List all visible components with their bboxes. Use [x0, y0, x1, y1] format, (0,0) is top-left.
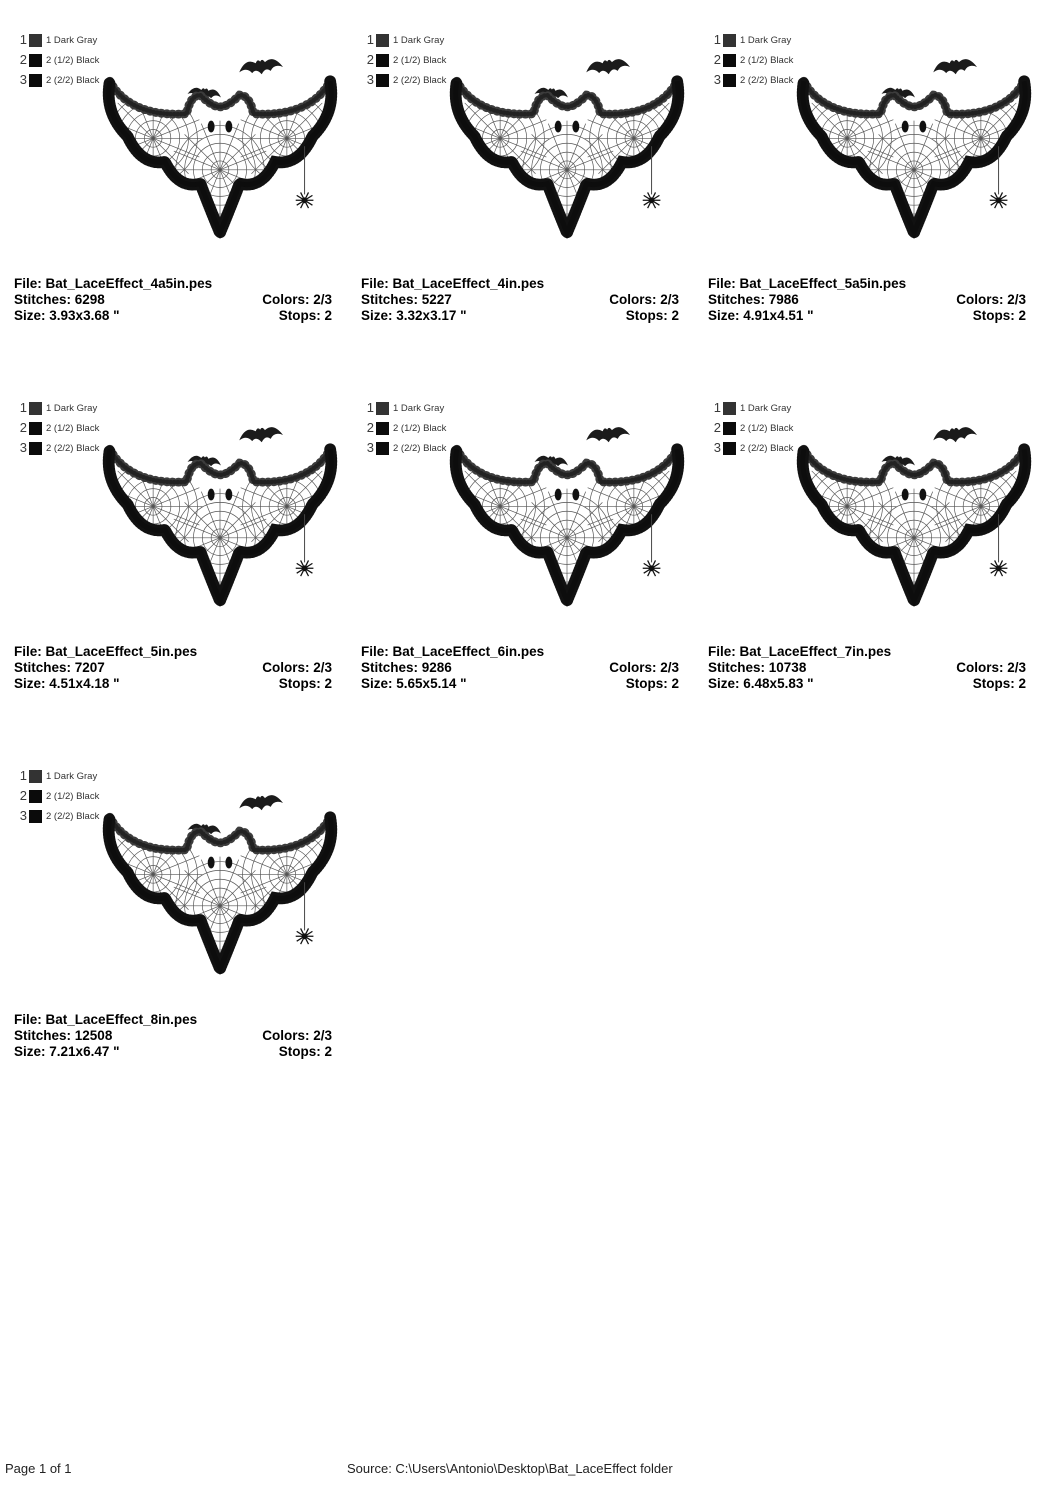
stops-value: 2	[1018, 676, 1026, 691]
file-line	[14, 644, 332, 660]
legend-color-swatch	[723, 442, 736, 455]
legend-number: 2	[713, 52, 721, 67]
bat-lace-graphic	[796, 418, 1032, 634]
legend-number: 1	[366, 400, 374, 415]
legend-number: 2	[713, 420, 721, 435]
size-pair	[14, 676, 120, 692]
legend-color-swatch	[376, 442, 389, 455]
stops-value: 2	[324, 676, 332, 691]
stops-pair	[279, 1044, 332, 1060]
design-grid	[4, 24, 1045, 1128]
file-line	[361, 276, 679, 292]
stops-label: Stops:	[278, 1044, 321, 1059]
legend-row	[708, 438, 793, 458]
colors-label: Colors:	[956, 660, 1004, 675]
legend-label: 1 Dark Gray	[393, 34, 445, 46]
bat-design-image	[102, 786, 338, 1002]
legend-row	[708, 398, 793, 418]
design-card	[698, 392, 1045, 760]
thread-color-legend	[14, 398, 99, 458]
legend-color-swatch	[723, 34, 736, 47]
stops-pair	[626, 676, 679, 692]
legend-label: 2 (2/2) Black	[46, 74, 100, 86]
legend-row	[361, 438, 446, 458]
bat-design-image	[102, 418, 338, 634]
stitches-label: Stitches:	[361, 660, 419, 675]
file-name: Bat_LaceEffect_4in.pes	[392, 276, 545, 291]
stops-label: Stops:	[972, 308, 1015, 323]
thread-color-legend	[361, 30, 446, 90]
legend-label: 2 (1/2) Black	[393, 422, 447, 434]
stops-value: 2	[1018, 308, 1026, 323]
colors-pair	[609, 660, 679, 676]
legend-number: 1	[19, 400, 27, 415]
legend-row	[361, 398, 446, 418]
legend-color-swatch	[29, 422, 42, 435]
legend-color-swatch	[29, 54, 42, 67]
file-line	[14, 1012, 332, 1028]
legend-number: 2	[19, 52, 27, 67]
stitches-pair	[708, 660, 806, 676]
legend-label: 2 (2/2) Black	[740, 74, 794, 86]
legend-number: 3	[19, 440, 27, 455]
stitches-colors-line	[361, 660, 679, 676]
design-info	[361, 644, 679, 692]
file-name: Bat_LaceEffect_5in.pes	[45, 644, 198, 659]
stitches-colors-line	[14, 292, 332, 308]
stitches-value: 10738	[768, 660, 807, 675]
legend-color-swatch	[29, 770, 42, 783]
legend-row	[708, 30, 793, 50]
legend-number: 1	[19, 32, 27, 47]
page-number: Page 1 of 1	[5, 1461, 72, 1476]
size-label: Size:	[14, 676, 46, 691]
colors-pair	[956, 292, 1026, 308]
stitches-pair	[14, 1028, 112, 1044]
legend-color-swatch	[29, 34, 42, 47]
stops-label: Stops:	[972, 676, 1015, 691]
stops-pair	[973, 676, 1026, 692]
legend-row	[361, 50, 446, 70]
legend-label: 2 (1/2) Black	[393, 54, 447, 66]
legend-label: 1 Dark Gray	[46, 770, 98, 782]
size-stops-line	[361, 676, 679, 692]
design-info	[361, 276, 679, 324]
legend-row	[14, 30, 99, 50]
legend-row	[361, 70, 446, 90]
file-name: Bat_LaceEffect_6in.pes	[392, 644, 545, 659]
size-pair	[14, 1044, 120, 1060]
legend-label: 2 (2/2) Black	[46, 810, 100, 822]
legend-row	[14, 398, 99, 418]
size-stops-line	[14, 1044, 332, 1060]
stops-label: Stops:	[278, 676, 321, 691]
thread-color-legend	[361, 398, 446, 458]
stitches-value: 7986	[768, 292, 799, 307]
stitches-pair	[708, 292, 799, 308]
legend-number: 1	[713, 400, 721, 415]
colors-label: Colors:	[956, 292, 1004, 307]
stitches-colors-line	[708, 292, 1026, 308]
stitches-colors-line	[14, 1028, 332, 1044]
bat-design-image	[449, 50, 685, 266]
stops-value: 2	[671, 676, 679, 691]
colors-pair	[609, 292, 679, 308]
size-pair	[708, 308, 814, 324]
colors-label: Colors:	[262, 292, 310, 307]
legend-number: 3	[19, 808, 27, 823]
legend-row	[14, 806, 99, 826]
colors-pair	[262, 292, 332, 308]
stops-pair	[626, 308, 679, 324]
size-label: Size:	[14, 1044, 46, 1059]
stitches-value: 12508	[74, 1028, 113, 1043]
stitches-label: Stitches:	[14, 660, 72, 675]
design-info	[14, 276, 332, 324]
legend-row	[14, 766, 99, 786]
file-line	[361, 644, 679, 660]
design-card	[698, 24, 1045, 392]
legend-color-swatch	[723, 422, 736, 435]
size-value: 5.65x5.14 "	[396, 676, 467, 691]
stops-value: 2	[671, 308, 679, 323]
size-stops-line	[14, 676, 332, 692]
size-value: 3.93x3.68 "	[49, 308, 120, 323]
legend-label: 1 Dark Gray	[740, 402, 792, 414]
colors-pair	[262, 1028, 332, 1044]
legend-label: 1 Dark Gray	[393, 402, 445, 414]
colors-pair	[262, 660, 332, 676]
size-pair	[361, 308, 467, 324]
colors-label: Colors:	[609, 660, 657, 675]
size-value: 4.91x4.51 "	[743, 308, 814, 323]
stops-label: Stops:	[625, 676, 668, 691]
size-label: Size:	[361, 676, 393, 691]
legend-color-swatch	[29, 810, 42, 823]
colors-label: Colors:	[262, 1028, 310, 1043]
legend-label: 1 Dark Gray	[46, 402, 98, 414]
legend-color-swatch	[376, 74, 389, 87]
bat-design-image	[449, 418, 685, 634]
colors-value: 2/3	[1007, 660, 1026, 675]
legend-label: 1 Dark Gray	[46, 34, 98, 46]
legend-row	[708, 70, 793, 90]
size-stops-line	[14, 308, 332, 324]
design-info	[708, 644, 1026, 692]
colors-value: 2/3	[313, 292, 332, 307]
legend-number: 2	[19, 788, 27, 803]
stitches-colors-line	[14, 660, 332, 676]
design-card	[351, 24, 698, 392]
bat-lace-graphic	[796, 50, 1032, 266]
legend-number: 3	[713, 72, 721, 87]
legend-label: 2 (1/2) Black	[740, 54, 794, 66]
legend-label: 2 (2/2) Black	[740, 442, 794, 454]
thread-color-legend	[14, 766, 99, 826]
size-label: Size:	[708, 676, 740, 691]
bat-lace-graphic	[102, 786, 338, 1002]
design-info	[14, 644, 332, 692]
colors-value: 2/3	[660, 660, 679, 675]
legend-label: 2 (1/2) Black	[46, 422, 100, 434]
stops-pair	[279, 676, 332, 692]
legend-number: 1	[19, 768, 27, 783]
legend-row	[14, 786, 99, 806]
legend-row	[14, 438, 99, 458]
file-name: Bat_LaceEffect_5a5in.pes	[739, 276, 907, 291]
size-stops-line	[361, 308, 679, 324]
legend-label: 2 (1/2) Black	[46, 54, 100, 66]
size-value: 3.32x3.17 "	[396, 308, 467, 323]
design-info	[14, 1012, 332, 1060]
colors-value: 2/3	[313, 660, 332, 675]
colors-pair	[956, 660, 1026, 676]
colors-label: Colors:	[609, 292, 657, 307]
legend-number: 2	[366, 420, 374, 435]
bat-lace-graphic	[449, 418, 685, 634]
thread-color-legend	[708, 30, 793, 90]
file-label: File:	[708, 276, 736, 291]
legend-row	[361, 30, 446, 50]
file-name: Bat_LaceEffect_7in.pes	[739, 644, 892, 659]
stitches-colors-line	[361, 292, 679, 308]
legend-label: 1 Dark Gray	[740, 34, 792, 46]
legend-color-swatch	[723, 74, 736, 87]
legend-row	[14, 70, 99, 90]
size-stops-line	[708, 676, 1026, 692]
design-card	[4, 760, 351, 1128]
colors-value: 2/3	[1007, 292, 1026, 307]
stitches-value: 5227	[421, 292, 452, 307]
size-value: 7.21x6.47 "	[49, 1044, 120, 1059]
stitches-label: Stitches:	[708, 292, 766, 307]
legend-row	[14, 50, 99, 70]
file-label: File:	[361, 644, 389, 659]
file-label: File:	[708, 644, 736, 659]
legend-number: 2	[366, 52, 374, 67]
legend-number: 1	[366, 32, 374, 47]
legend-row	[14, 418, 99, 438]
stitches-label: Stitches:	[361, 292, 419, 307]
source-path: Source: C:\Users\Antonio\Desktop\Bat_LaceEffect folder	[347, 1461, 673, 1476]
file-label: File:	[361, 276, 389, 291]
design-info	[708, 276, 1026, 324]
legend-number: 3	[713, 440, 721, 455]
legend-color-swatch	[723, 402, 736, 415]
colors-value: 2/3	[313, 1028, 332, 1043]
legend-number: 3	[366, 72, 374, 87]
size-label: Size:	[708, 308, 740, 323]
stitches-label: Stitches:	[14, 292, 72, 307]
legend-color-swatch	[376, 34, 389, 47]
stitches-colors-line	[708, 660, 1026, 676]
stitches-pair	[361, 660, 452, 676]
legend-row	[361, 418, 446, 438]
stitches-value: 6298	[74, 292, 105, 307]
legend-number: 3	[19, 72, 27, 87]
legend-color-swatch	[376, 402, 389, 415]
file-line	[708, 644, 1026, 660]
stitches-label: Stitches:	[14, 1028, 72, 1043]
legend-color-swatch	[29, 402, 42, 415]
stitches-label: Stitches:	[708, 660, 766, 675]
stops-pair	[279, 308, 332, 324]
bat-design-image	[796, 418, 1032, 634]
bat-lace-graphic	[449, 50, 685, 266]
thread-color-legend	[708, 398, 793, 458]
size-pair	[708, 676, 814, 692]
stitches-value: 7207	[74, 660, 105, 675]
bat-design-image	[102, 50, 338, 266]
design-card	[4, 392, 351, 760]
legend-label: 2 (2/2) Black	[46, 442, 100, 454]
size-pair	[361, 676, 467, 692]
file-line	[708, 276, 1026, 292]
legend-color-swatch	[723, 54, 736, 67]
size-label: Size:	[361, 308, 393, 323]
bat-lace-graphic	[102, 418, 338, 634]
legend-color-swatch	[29, 74, 42, 87]
legend-number: 3	[366, 440, 374, 455]
size-pair	[14, 308, 120, 324]
colors-label: Colors:	[262, 660, 310, 675]
file-name: Bat_LaceEffect_8in.pes	[45, 1012, 198, 1027]
stitches-pair	[14, 292, 105, 308]
legend-row	[708, 418, 793, 438]
size-value: 4.51x4.18 "	[49, 676, 120, 691]
size-stops-line	[708, 308, 1026, 324]
file-label: File:	[14, 276, 42, 291]
colors-value: 2/3	[660, 292, 679, 307]
stitches-pair	[14, 660, 105, 676]
bat-lace-graphic	[102, 50, 338, 266]
file-label: File:	[14, 644, 42, 659]
legend-number: 1	[713, 32, 721, 47]
size-label: Size:	[14, 308, 46, 323]
design-card	[4, 24, 351, 392]
file-line	[14, 276, 332, 292]
stops-pair	[973, 308, 1026, 324]
thread-color-legend	[14, 30, 99, 90]
size-value: 6.48x5.83 "	[743, 676, 814, 691]
file-name: Bat_LaceEffect_4a5in.pes	[45, 276, 213, 291]
legend-row	[708, 50, 793, 70]
bat-design-image	[796, 50, 1032, 266]
stops-label: Stops:	[625, 308, 668, 323]
stops-label: Stops:	[278, 308, 321, 323]
legend-label: 2 (2/2) Black	[393, 74, 447, 86]
file-label: File:	[14, 1012, 42, 1027]
legend-color-swatch	[29, 790, 42, 803]
legend-label: 2 (1/2) Black	[740, 422, 794, 434]
legend-color-swatch	[29, 442, 42, 455]
legend-number: 2	[19, 420, 27, 435]
legend-label: 2 (1/2) Black	[46, 790, 100, 802]
legend-label: 2 (2/2) Black	[393, 442, 447, 454]
stops-value: 2	[324, 308, 332, 323]
stops-value: 2	[324, 1044, 332, 1059]
design-card	[351, 392, 698, 760]
legend-color-swatch	[376, 422, 389, 435]
stitches-pair	[361, 292, 452, 308]
legend-color-swatch	[376, 54, 389, 67]
stitches-value: 9286	[421, 660, 452, 675]
